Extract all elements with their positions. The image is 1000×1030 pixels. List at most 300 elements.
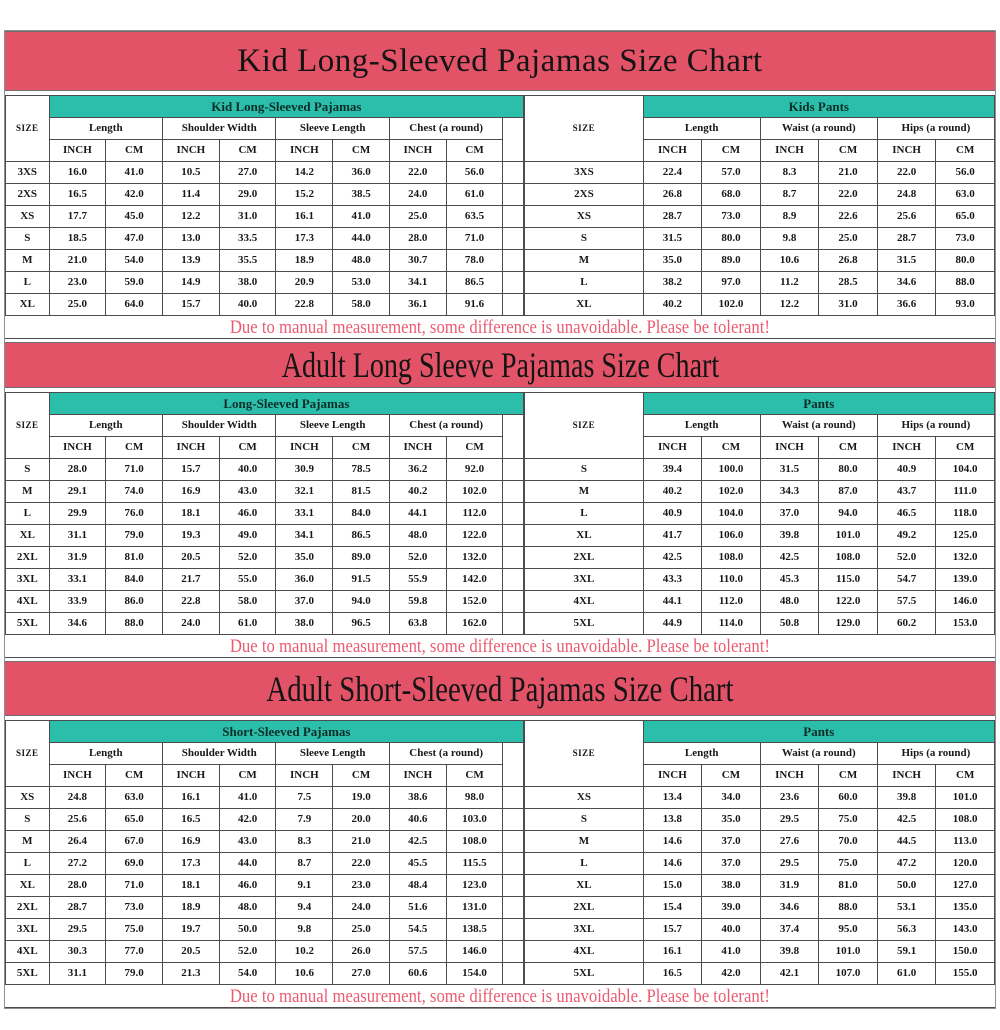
- value-cell: 24.0: [389, 184, 446, 206]
- value-cell: 57.0: [702, 162, 761, 184]
- value-cell: 44.5: [877, 831, 936, 853]
- empty-cell: [503, 481, 524, 503]
- value-cell: 52.0: [389, 547, 446, 569]
- value-cell: 54.0: [106, 250, 163, 272]
- adult-short-tables-row: [5, 720, 995, 985]
- inch-header: INCH: [276, 765, 333, 787]
- table-row: [525, 787, 995, 809]
- empty-cell: [503, 853, 524, 875]
- value-cell: 38.5: [333, 184, 390, 206]
- value-cell: 40.2: [389, 481, 446, 503]
- value-cell: 68.0: [702, 184, 761, 206]
- size-cell: 5XL: [525, 613, 643, 635]
- value-cell: 123.0: [446, 875, 503, 897]
- value-cell: 40.0: [219, 294, 276, 316]
- size-cell: L: [6, 503, 50, 525]
- value-cell: 132.0: [936, 547, 995, 569]
- value-cell: 34.6: [760, 897, 819, 919]
- size-cell: S: [6, 809, 50, 831]
- value-cell: 61.0: [219, 613, 276, 635]
- value-cell: 27.6: [760, 831, 819, 853]
- value-cell: 27.0: [219, 162, 276, 184]
- value-cell: 37.0: [276, 591, 333, 613]
- value-cell: 42.0: [702, 963, 761, 985]
- value-cell: 142.0: [446, 569, 503, 591]
- value-cell: 42.5: [643, 547, 702, 569]
- size-cell: 2XS: [525, 184, 643, 206]
- empty-column: [503, 415, 524, 459]
- table-row: [525, 294, 995, 316]
- value-cell: 45.3: [760, 569, 819, 591]
- size-cell: 4XL: [525, 941, 643, 963]
- value-cell: 42.1: [760, 963, 819, 985]
- table-row: [6, 919, 524, 941]
- value-cell: 95.0: [819, 919, 878, 941]
- cm-header: CM: [333, 437, 390, 459]
- value-cell: 71.0: [106, 459, 163, 481]
- size-cell: L: [525, 853, 643, 875]
- empty-cell: [503, 250, 524, 272]
- inch-header: INCH: [276, 140, 333, 162]
- value-cell: 22.0: [389, 162, 446, 184]
- value-cell: 76.0: [106, 503, 163, 525]
- chest-header: Chest (a round): [389, 743, 502, 765]
- length-header: Length: [643, 118, 760, 140]
- value-cell: 15.7: [163, 294, 220, 316]
- value-cell: 38.2: [643, 272, 702, 294]
- value-cell: 42.5: [877, 809, 936, 831]
- value-cell: 15.4: [643, 897, 702, 919]
- value-cell: 15.7: [163, 459, 220, 481]
- value-cell: 118.0: [936, 503, 995, 525]
- size-cell: XL: [525, 294, 643, 316]
- value-cell: 16.5: [643, 963, 702, 985]
- value-cell: 31.0: [219, 206, 276, 228]
- kid-tables-row: [5, 95, 995, 316]
- table-row: [6, 787, 524, 809]
- value-cell: 26.8: [819, 250, 878, 272]
- value-cell: 36.0: [276, 569, 333, 591]
- empty-cell: [503, 459, 524, 481]
- kid-pajamas-table: [5, 95, 524, 316]
- cm-header: CM: [702, 765, 761, 787]
- value-cell: 36.0: [333, 162, 390, 184]
- value-cell: 31.0: [819, 294, 878, 316]
- adult-pants-table: [524, 392, 995, 635]
- value-cell: 19.0: [333, 787, 390, 809]
- value-cell: 93.0: [936, 294, 995, 316]
- size-cell: S: [525, 809, 643, 831]
- empty-cell: [503, 184, 524, 206]
- adult-long-disclaimer: [5, 634, 995, 658]
- value-cell: 57.5: [389, 941, 446, 963]
- empty-cell: [503, 294, 524, 316]
- value-cell: 33.1: [276, 503, 333, 525]
- value-cell: 86.0: [106, 591, 163, 613]
- long-sleeved-pajamas-table: [5, 392, 524, 635]
- value-cell: 110.0: [702, 569, 761, 591]
- value-cell: 16.1: [163, 787, 220, 809]
- table-row: [525, 919, 995, 941]
- table-row: [525, 547, 995, 569]
- inch-header: INCH: [760, 765, 819, 787]
- table-row: [525, 941, 995, 963]
- table-row: [6, 459, 524, 481]
- table-row: [525, 591, 995, 613]
- sleeve-length-header: Sleeve Length: [276, 743, 389, 765]
- value-cell: 47.2: [877, 853, 936, 875]
- length-header: Length: [643, 415, 760, 437]
- size-chart-sheet: [4, 30, 996, 1009]
- value-cell: 31.5: [643, 228, 702, 250]
- size-column-header: SIZE: [525, 96, 643, 162]
- size-column-header: SIZE: [525, 393, 643, 459]
- value-cell: 80.0: [936, 250, 995, 272]
- value-cell: 71.0: [106, 875, 163, 897]
- value-cell: 153.0: [936, 613, 995, 635]
- value-cell: 25.0: [389, 206, 446, 228]
- value-cell: 101.0: [936, 787, 995, 809]
- size-cell: 4XL: [6, 591, 50, 613]
- value-cell: 44.1: [389, 503, 446, 525]
- size-cell: XL: [525, 525, 643, 547]
- value-cell: 111.0: [936, 481, 995, 503]
- size-cell: M: [525, 481, 643, 503]
- value-cell: 10.6: [760, 250, 819, 272]
- value-cell: 26.0: [333, 941, 390, 963]
- value-cell: 104.0: [702, 503, 761, 525]
- value-cell: 73.0: [106, 897, 163, 919]
- value-cell: 69.0: [106, 853, 163, 875]
- value-cell: 30.3: [49, 941, 106, 963]
- value-cell: 28.0: [389, 228, 446, 250]
- value-cell: 7.9: [276, 809, 333, 831]
- value-cell: 21.7: [163, 569, 220, 591]
- size-cell: XS: [6, 206, 50, 228]
- value-cell: 84.0: [106, 569, 163, 591]
- table-row: [6, 547, 524, 569]
- value-cell: 29.5: [760, 853, 819, 875]
- size-cell: XS: [6, 787, 50, 809]
- value-cell: 98.0: [446, 787, 503, 809]
- value-cell: 61.0: [446, 184, 503, 206]
- cm-header: CM: [936, 437, 995, 459]
- value-cell: 29.0: [219, 184, 276, 206]
- value-cell: 44.1: [643, 591, 702, 613]
- value-cell: 74.0: [106, 481, 163, 503]
- value-cell: 132.0: [446, 547, 503, 569]
- value-cell: 91.6: [446, 294, 503, 316]
- table-row: [6, 503, 524, 525]
- table-row: [525, 613, 995, 635]
- value-cell: 22.0: [877, 162, 936, 184]
- value-cell: 48.0: [333, 250, 390, 272]
- value-cell: 47.0: [106, 228, 163, 250]
- inch-header: INCH: [877, 140, 936, 162]
- size-cell: S: [525, 459, 643, 481]
- hips-header: Hips (a round): [877, 118, 994, 140]
- value-cell: 27.2: [49, 853, 106, 875]
- value-cell: 39.8: [760, 941, 819, 963]
- value-cell: 146.0: [446, 941, 503, 963]
- sleeve-length-header: Sleeve Length: [276, 415, 389, 437]
- value-cell: 67.0: [106, 831, 163, 853]
- value-cell: 31.1: [49, 525, 106, 547]
- value-cell: 53.0: [333, 272, 390, 294]
- size-cell: 3XL: [525, 919, 643, 941]
- inch-header: INCH: [760, 140, 819, 162]
- value-cell: 34.3: [760, 481, 819, 503]
- size-column-header: SIZE: [525, 721, 643, 787]
- value-cell: 18.9: [276, 250, 333, 272]
- adult-short-disclaimer: [5, 984, 995, 1008]
- table-row: [6, 250, 524, 272]
- table-row: [525, 809, 995, 831]
- value-cell: 18.1: [163, 503, 220, 525]
- value-cell: 56.0: [446, 162, 503, 184]
- empty-cell: [503, 228, 524, 250]
- value-cell: 81.0: [106, 547, 163, 569]
- value-cell: 154.0: [446, 963, 503, 985]
- size-cell: L: [6, 853, 50, 875]
- value-cell: 150.0: [936, 941, 995, 963]
- value-cell: 40.2: [643, 481, 702, 503]
- value-cell: 16.9: [163, 831, 220, 853]
- kid-section-title: Kid Long-Sleeved Pajamas Size Chart: [237, 42, 763, 79]
- waist-header: Waist (a round): [760, 415, 877, 437]
- value-cell: 8.9: [760, 206, 819, 228]
- empty-cell: [503, 613, 524, 635]
- value-cell: 59.0: [106, 272, 163, 294]
- value-cell: 139.0: [936, 569, 995, 591]
- cm-header: CM: [219, 765, 276, 787]
- value-cell: 28.5: [819, 272, 878, 294]
- short-sleeved-pajamas-table: [5, 720, 524, 985]
- table-row: [525, 272, 995, 294]
- value-cell: 11.2: [760, 272, 819, 294]
- table-row: [525, 569, 995, 591]
- value-cell: 43.3: [643, 569, 702, 591]
- hips-header: Hips (a round): [877, 743, 994, 765]
- cm-header: CM: [219, 437, 276, 459]
- value-cell: 43.0: [219, 831, 276, 853]
- table-row: [6, 481, 524, 503]
- value-cell: 86.5: [333, 525, 390, 547]
- value-cell: 78.0: [446, 250, 503, 272]
- value-cell: 38.6: [389, 787, 446, 809]
- value-cell: 44.0: [333, 228, 390, 250]
- inch-header: INCH: [276, 437, 333, 459]
- shoulder-width-header: Shoulder Width: [163, 415, 276, 437]
- value-cell: 138.5: [446, 919, 503, 941]
- value-cell: 23.6: [760, 787, 819, 809]
- value-cell: 100.0: [702, 459, 761, 481]
- value-cell: 40.0: [702, 919, 761, 941]
- value-cell: 15.7: [643, 919, 702, 941]
- table-row: [6, 831, 524, 853]
- value-cell: 30.9: [276, 459, 333, 481]
- size-cell: S: [525, 228, 643, 250]
- value-cell: 25.6: [49, 809, 106, 831]
- inch-header: INCH: [163, 437, 220, 459]
- value-cell: 125.0: [936, 525, 995, 547]
- value-cell: 20.9: [276, 272, 333, 294]
- value-cell: 10.5: [163, 162, 220, 184]
- value-cell: 26.4: [49, 831, 106, 853]
- value-cell: 52.0: [219, 547, 276, 569]
- adult-pants-band-title: Pants: [643, 393, 994, 415]
- value-cell: 40.9: [643, 503, 702, 525]
- value-cell: 101.0: [819, 525, 878, 547]
- value-cell: 28.0: [49, 875, 106, 897]
- inch-header: INCH: [49, 437, 106, 459]
- value-cell: 34.6: [49, 613, 106, 635]
- table-row: [525, 481, 995, 503]
- size-cell: 2XS: [6, 184, 50, 206]
- table-row: [525, 459, 995, 481]
- value-cell: 50.8: [760, 613, 819, 635]
- value-cell: 33.5: [219, 228, 276, 250]
- value-cell: 40.6: [389, 809, 446, 831]
- value-cell: 43.7: [877, 481, 936, 503]
- value-cell: 155.0: [936, 963, 995, 985]
- table-row: [525, 525, 995, 547]
- cm-header: CM: [333, 765, 390, 787]
- adult-short-section-banner: [5, 661, 995, 716]
- value-cell: 52.0: [219, 941, 276, 963]
- value-cell: 49.2: [877, 525, 936, 547]
- waist-header: Waist (a round): [760, 743, 877, 765]
- value-cell: 94.0: [819, 503, 878, 525]
- table-row: [525, 162, 995, 184]
- value-cell: 19.3: [163, 525, 220, 547]
- value-cell: 22.6: [819, 206, 878, 228]
- kid-section-banner: [5, 31, 995, 91]
- value-cell: 8.3: [276, 831, 333, 853]
- value-cell: 31.5: [760, 459, 819, 481]
- size-cell: M: [525, 250, 643, 272]
- value-cell: 17.3: [163, 853, 220, 875]
- value-cell: 108.0: [936, 809, 995, 831]
- disclaimer-text: Due to manual measurement, some difference is unavoidable. Please be tolerant!: [229, 316, 771, 338]
- table-row: [525, 250, 995, 272]
- value-cell: 8.7: [276, 853, 333, 875]
- size-cell: M: [6, 250, 50, 272]
- size-cell: 3XL: [6, 569, 50, 591]
- value-cell: 33.9: [49, 591, 106, 613]
- value-cell: 87.0: [819, 481, 878, 503]
- cm-header: CM: [446, 140, 503, 162]
- value-cell: 28.7: [877, 228, 936, 250]
- size-cell: L: [525, 272, 643, 294]
- value-cell: 48.0: [760, 591, 819, 613]
- value-cell: 7.5: [276, 787, 333, 809]
- value-cell: 60.6: [389, 963, 446, 985]
- value-cell: 37.0: [702, 831, 761, 853]
- cm-header: CM: [819, 765, 878, 787]
- size-column-header: SIZE: [6, 721, 50, 787]
- empty-column: [503, 743, 524, 787]
- shoulder-width-header: Shoulder Width: [163, 118, 276, 140]
- value-cell: 39.4: [643, 459, 702, 481]
- value-cell: 52.0: [877, 547, 936, 569]
- value-cell: 33.1: [49, 569, 106, 591]
- value-cell: 13.9: [163, 250, 220, 272]
- value-cell: 20.5: [163, 941, 220, 963]
- table-row: [525, 184, 995, 206]
- size-cell: M: [6, 831, 50, 853]
- empty-cell: [503, 941, 524, 963]
- value-cell: 143.0: [936, 919, 995, 941]
- value-cell: 146.0: [936, 591, 995, 613]
- value-cell: 22.0: [819, 184, 878, 206]
- table-row: [6, 272, 524, 294]
- value-cell: 28.7: [49, 897, 106, 919]
- value-cell: 28.7: [643, 206, 702, 228]
- inch-header: INCH: [49, 140, 106, 162]
- adult-long-tables-row: [5, 392, 995, 635]
- value-cell: 9.4: [276, 897, 333, 919]
- value-cell: 16.1: [276, 206, 333, 228]
- table-row: [525, 963, 995, 985]
- cm-header: CM: [106, 765, 163, 787]
- value-cell: 41.7: [643, 525, 702, 547]
- chest-header: Chest (a round): [389, 415, 502, 437]
- value-cell: 37.0: [760, 503, 819, 525]
- inch-header: INCH: [643, 140, 702, 162]
- value-cell: 63.8: [389, 613, 446, 635]
- value-cell: 102.0: [446, 481, 503, 503]
- value-cell: 14.9: [163, 272, 220, 294]
- table-row: [6, 613, 524, 635]
- value-cell: 20.5: [163, 547, 220, 569]
- value-cell: 24.0: [163, 613, 220, 635]
- value-cell: 39.8: [877, 787, 936, 809]
- value-cell: 13.8: [643, 809, 702, 831]
- value-cell: 25.0: [333, 919, 390, 941]
- kids-pants-band-title: Kids Pants: [643, 96, 994, 118]
- value-cell: 25.0: [49, 294, 106, 316]
- cm-header: CM: [819, 437, 878, 459]
- value-cell: 112.0: [702, 591, 761, 613]
- value-cell: 43.0: [219, 481, 276, 503]
- value-cell: 22.8: [163, 591, 220, 613]
- empty-cell: [503, 897, 524, 919]
- value-cell: 50.0: [877, 875, 936, 897]
- value-cell: 14.2: [276, 162, 333, 184]
- value-cell: 31.5: [877, 250, 936, 272]
- value-cell: 60.0: [819, 787, 878, 809]
- size-cell: XL: [6, 525, 50, 547]
- value-cell: 29.5: [49, 919, 106, 941]
- value-cell: 89.0: [702, 250, 761, 272]
- table-row: [6, 525, 524, 547]
- value-cell: 41.0: [106, 162, 163, 184]
- value-cell: 122.0: [446, 525, 503, 547]
- value-cell: 49.0: [219, 525, 276, 547]
- inch-header: INCH: [389, 140, 446, 162]
- value-cell: 23.0: [333, 875, 390, 897]
- value-cell: 21.3: [163, 963, 220, 985]
- table-row: [6, 875, 524, 897]
- value-cell: 40.0: [219, 459, 276, 481]
- value-cell: 88.0: [819, 897, 878, 919]
- value-cell: 10.2: [276, 941, 333, 963]
- inch-header: INCH: [389, 437, 446, 459]
- value-cell: 81.5: [333, 481, 390, 503]
- value-cell: 56.3: [877, 919, 936, 941]
- value-cell: 37.4: [760, 919, 819, 941]
